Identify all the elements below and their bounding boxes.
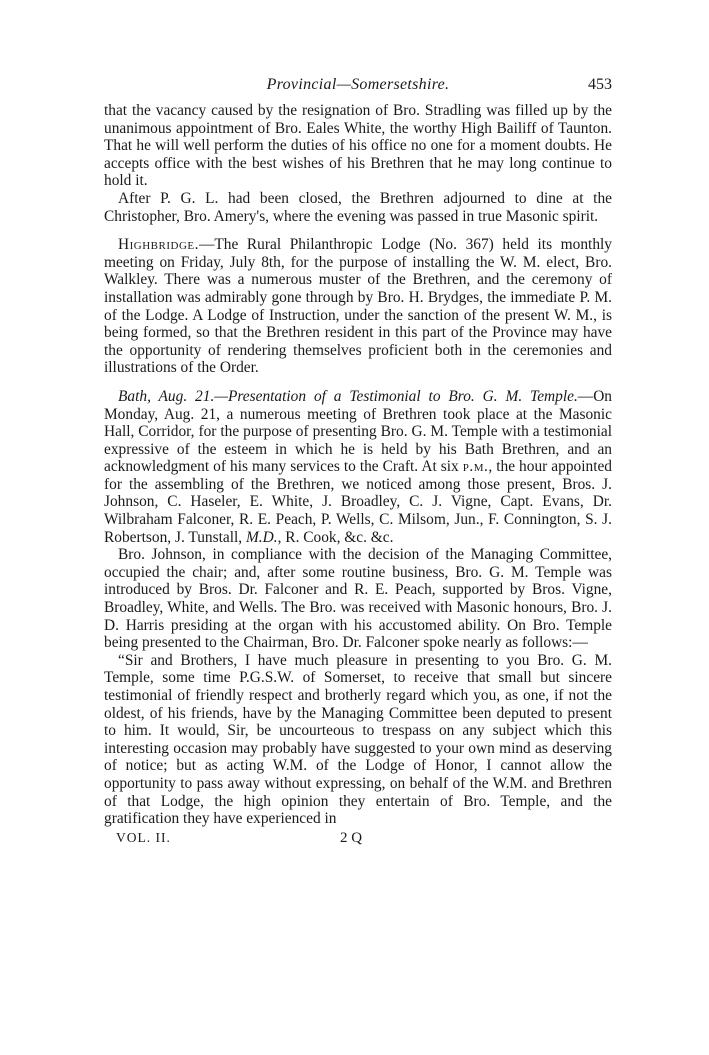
paragraph-bath — [104, 388, 612, 546]
paragraph-speech: “Sir and Brothers, I have much pleasure in presenting to you Bro. G. M. Temple, some time P.G.S.W. of Somerset, to receive that small but sincere testimonial of friendly respect and brotherly regard which you, as one, if not the oldest, of his friends, have by the Managing Committee been deputed to present to him. It would, Sir, be uncourteous to trespass on any subject which this interesting occasion may probably have suggested to your own mind as deserving of notice; but as acting W.M. of the Lodge of Honor, I cannot allow the opportunity to pass away without expressing, on behalf of the W.M. and Brethren of that Lodge, the high opinion they entertain of Bro. Temple, and the gratification they have experienced in — [104, 651, 612, 828]
document-page — [104, 76, 612, 850]
degree-abbrev: M.D. — [245, 528, 278, 546]
section-lead-highbridge: Highbridge. — [118, 236, 199, 254]
volume-label: VOL. II. — [116, 829, 171, 845]
article-body — [104, 102, 612, 828]
page-footer — [104, 830, 612, 850]
running-title: Provincial—Somersetshire. — [266, 76, 450, 93]
paragraph-proceedings: Bro. Johnson, in compliance with the decision of the Managing Committee, occupied the chair; and, after some routine business, Bro. G. M. Temple was introduced by Bros. Dr. Falconer and R. E. Peach, supported by Bros. Vigne, Broadley, White, and Wells. The Bro. was received with Masonic honours, Bro. J. D. Harris presiding at the organ with his accustomed ability. On Bro. Temple being presented to the Chairman, Bro. Dr. Falconer spoke nearly as follows:— — [104, 546, 612, 652]
page-header — [104, 76, 612, 102]
time-abbrev: p.m. — [462, 458, 489, 476]
paragraph-bath-text-b: , the hour appointed for the assembling of the Brethren, we noticed among those present, Bros. J. Johnson, C. Haseler, E. White, J. Broadley, C. J. Vigne, Capt. Evans, Dr. Wilbraham Falconer, R. E. Peach, P. Wells, C. Milsom, Jun., F. Connington, S. J. Robertson, J. Tunstall, — [104, 458, 612, 546]
page-number: 453 — [588, 76, 612, 93]
paragraph-highbridge — [104, 236, 612, 377]
paragraph-bath-text-c: , R. Cook, &c. &c. — [277, 528, 394, 546]
section-lead-bath: Bath, Aug. 21.—Presentation of a Testimonial to Bro. G. M. Temple. — [118, 387, 578, 405]
paragraph-highbridge-text: —The Rural Philanthropic Lodge (No. 367) held its monthly meeting on Friday, July 8th, for the purpose of installing the W. M. elect, Bro. Walkley. There was a numerous muster of the Brethren, and the ceremony of installation was admirably gone through by Bro. H. Brydges, the immediate P. M. of the Lodge. A Lodge of Instruction, under the sanction of the present W. M., is being formed, so that the Brethren resident in this part of the Province may have the opportunity of rendering themselves proficient both in the ceremonies and illustrations of the Order. — [104, 236, 612, 377]
signature-mark: 2 Q — [340, 829, 363, 846]
paragraph-taunton-continued: that the vacancy caused by the resignation of Bro. Stradling was filled up by the unanimous appointment of Bro. Eales White, the worthy High Bailiff of Taunton. That he will well perform the duties of his office no one for a moment doubts. He accepts office with the best wishes of his Brethren that he may long continue to hold it. — [104, 102, 612, 190]
paragraph-bath-text-a: —On Monday, Aug. 21, a numerous meeting of Brethren took place at the Masonic Hall, Corridor, for the purpose of presenting Bro. G. M. Temple with a testimonial expressive of the esteem in which he is held by his Bath Brethren, and an acknowledgment of his many services to the Craft. At six — [104, 387, 612, 476]
paragraph-dinner: After P. G. L. had been closed, the Brethren adjourned to dine at the Christopher, Bro. Amery's, where the evening was passed in true Masonic spirit. — [104, 189, 612, 225]
